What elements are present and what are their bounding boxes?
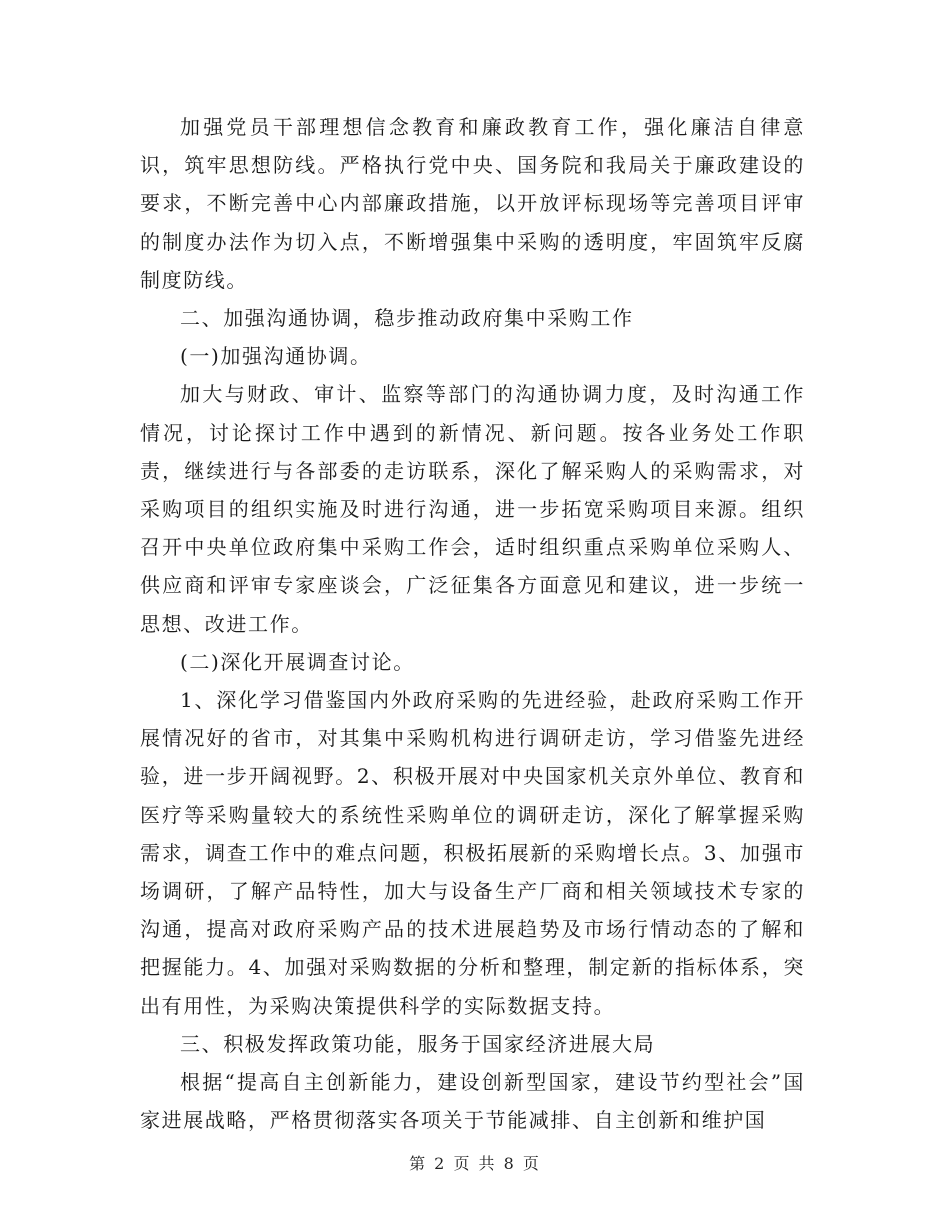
section-heading-3: 三、积极发挥政策功能，服务于国家经济进展大局 bbox=[180, 1031, 656, 1056]
paragraph-policy: 根据“提高自主创新能力，建设创新型国家，建设节约型社会”国家进展战略，严格贯彻落实各项关于节能减排、自主创新和维护国 bbox=[140, 1070, 805, 1133]
subsection-heading-2-2: (二)深化开展调查讨论。 bbox=[180, 649, 415, 674]
paragraph-integrity-education: 加强党员干部理想信念教育和廉政教育工作，强化廉洁自律意识，筑牢思想防线。严格执行党中央、国务院和我局关于廉政建设的要求，不断完善中心内部廉政措施，以开放评标现场等完善项目评审的制度办法作为切入点，不断增强集中采购的透明度，牢固筑牢反腐制度防线。 bbox=[140, 115, 805, 292]
paragraph-research: 1、深化学习借鉴国内外政府采购的先进经验，赴政府采购工作开展情况好的省市，对其集中采购机构进行调研走访，学习借鉴先进经验，进一步开阔视野。2、积极开展对中央国家机关京外单位、教育和医疗等采购量较大的系统性采购单位的调研走访，深化了解掌握采购需求，调查工作中的难点问题，积极拓展新的采购增长点。3、加强市场调研，了解产品特性，加大与设备生产厂商和相关领域技术专家的沟通，提高对政府采购产品的技术进展趋势及市场行情动态的了解和把握能力。4、加强对采购数据的分析和整理，制定新的指标体系，突出有用性，为采购决策提供科学的实际数据支持。 bbox=[140, 688, 805, 1018]
paragraph-communication: 加大与财政、审计、监察等部门的沟通协调力度，及时沟通工作情况，讨论探讨工作中遇到的新情况、新问题。按各业务处工作职责，继续进行与各部委的走访联系，深化了解采购人的采购需求，对采购项目的组织实施及时进行沟通，进一步拓宽采购项目来源。组织召开中央单位政府集中采购工作会，适时组织重点采购单位采购人、供应商和评审专家座谈会，广泛征集各方面意见和建议，进一步统一思想、改进工作。 bbox=[140, 382, 805, 636]
subsection-heading-2-1: (一)加强沟通协调。 bbox=[180, 344, 372, 369]
page-number-footer: 第 2 页 共 8 页 bbox=[409, 1154, 541, 1173]
section-heading-2: 二、加强沟通协调，稳步推动政府集中采购工作 bbox=[180, 306, 634, 331]
document-body bbox=[140, 108, 805, 1139]
